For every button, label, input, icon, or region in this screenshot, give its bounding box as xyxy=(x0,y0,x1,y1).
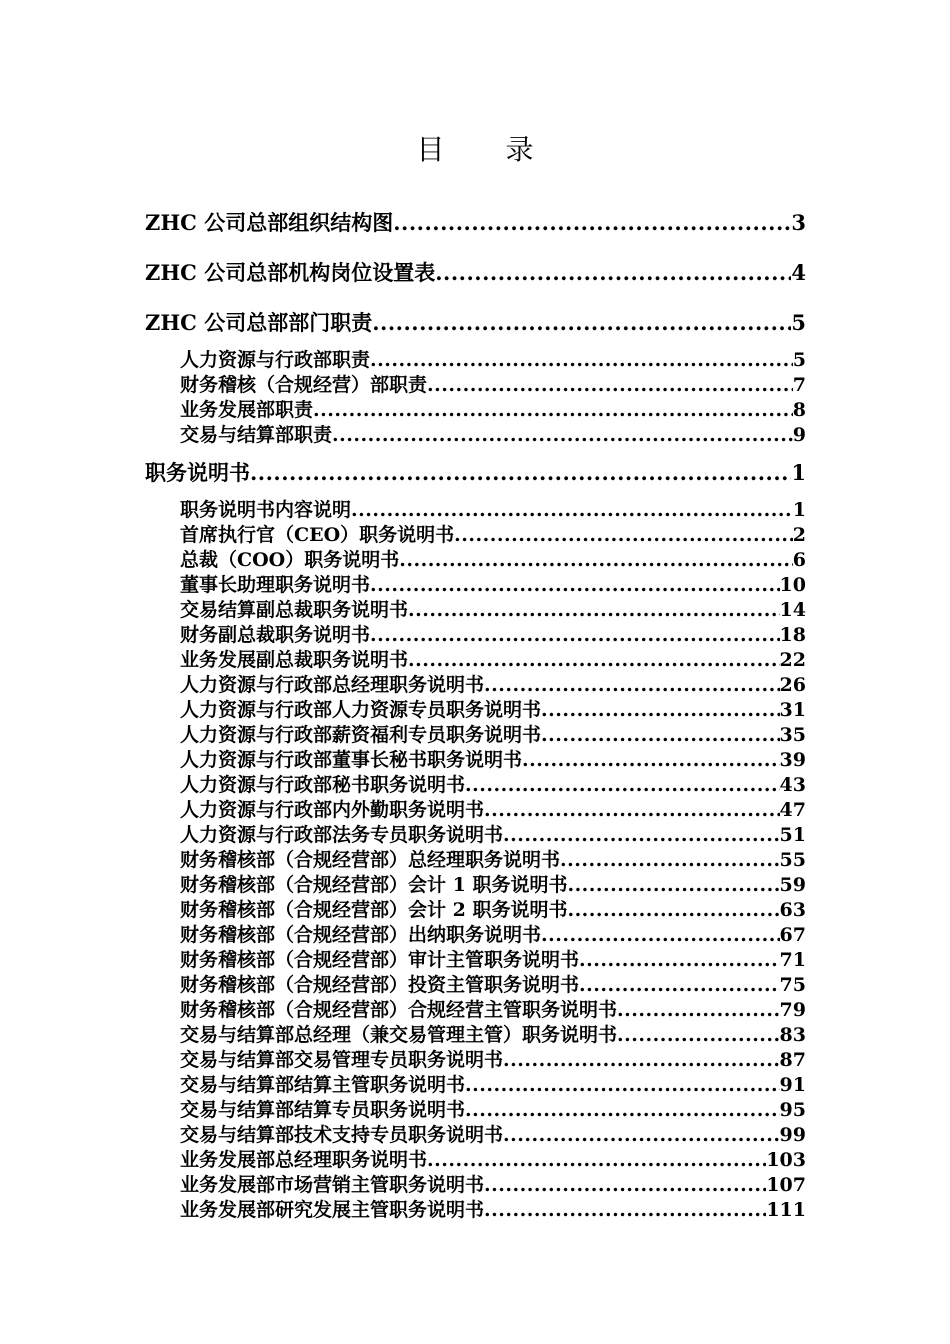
toc-leader xyxy=(454,523,793,548)
toc-leader xyxy=(560,848,780,873)
toc-entry[interactable] xyxy=(180,923,806,948)
toc-entry-text: 人力资源与行政部董事长秘书职务说明书 xyxy=(180,749,523,771)
toc-entry[interactable] xyxy=(180,898,806,923)
toc-entry[interactable] xyxy=(180,1173,806,1198)
toc-entry[interactable] xyxy=(180,523,806,548)
toc-entry-text: 董事长助理职务说明书 xyxy=(180,574,371,596)
toc-title: 目 录 xyxy=(416,133,560,166)
toc-leader xyxy=(250,458,791,488)
toc-page-number: 1 xyxy=(792,499,806,521)
toc-entry[interactable] xyxy=(180,648,806,673)
toc-page-number: 31 xyxy=(779,699,806,721)
toc-leader xyxy=(370,348,793,373)
toc-leader xyxy=(465,1073,780,1098)
toc-entry-text: 人力资源与行政部薪资福利专员职务说明书 xyxy=(180,724,542,746)
toc-entry[interactable] xyxy=(180,773,806,798)
toc-leader xyxy=(567,873,779,898)
toc-entry-text: 财务稽核（合规经营）部职责 xyxy=(180,374,428,396)
toc-leader xyxy=(484,1173,766,1198)
toc-leader xyxy=(503,1123,780,1148)
toc-entry[interactable] xyxy=(180,623,806,648)
toc-entry-text: ZHC 公司总部组织结构图 xyxy=(145,210,394,235)
toc-entry[interactable] xyxy=(180,1098,806,1123)
toc-page-number: 51 xyxy=(779,824,806,846)
toc-entry-text: 业务发展部市场营销主管职务说明书 xyxy=(180,1174,485,1196)
toc-leader xyxy=(522,748,780,773)
toc-page-number: 91 xyxy=(779,1074,806,1096)
toc-entry-text: 人力资源与行政部人力资源专员职务说明书 xyxy=(180,699,542,721)
toc-page-number: 22 xyxy=(779,649,806,671)
toc-entry[interactable] xyxy=(180,723,806,748)
toc-entry[interactable] xyxy=(180,973,806,998)
toc-entry[interactable] xyxy=(180,748,806,773)
toc-leader xyxy=(541,698,780,723)
toc-leader xyxy=(567,898,779,923)
toc-entry-text: 交易结算副总裁职务说明书 xyxy=(180,599,409,621)
toc-entry-text: 财务副总裁职务说明书 xyxy=(180,624,371,646)
toc-page-number: 79 xyxy=(779,999,806,1021)
toc-page-number: 99 xyxy=(779,1124,806,1146)
toc-page-number: 5 xyxy=(791,310,806,335)
toc-entry-text: 财务稽核部（合规经营部）投资主管职务说明书 xyxy=(180,974,580,996)
toc-entry-text: 交易与结算部总经理（兼交易管理主管）职务说明书 xyxy=(180,1024,618,1046)
toc-page-number: 3 xyxy=(791,210,806,235)
toc-entry-text: 首席执行官（CEO）职务说明书 xyxy=(180,524,455,546)
toc-entry[interactable] xyxy=(180,598,806,623)
toc-leader xyxy=(579,948,780,973)
toc-leader xyxy=(484,798,780,823)
toc-entry-text: 人力资源与行政部法务专员职务说明书 xyxy=(180,824,504,846)
toc-page-number: 9 xyxy=(792,424,806,446)
toc-page-number: 71 xyxy=(779,949,806,971)
toc-entry-text: 交易与结算部结算专员职务说明书 xyxy=(180,1099,466,1121)
toc-page-number: 18 xyxy=(779,624,806,646)
toc-entry-text: 交易与结算部技术支持专员职务说明书 xyxy=(180,1124,504,1146)
toc-page-number: 67 xyxy=(779,924,806,946)
toc-entry[interactable] xyxy=(180,698,806,723)
toc-entry-text: 业务发展部职责 xyxy=(180,399,314,421)
toc-leader xyxy=(313,398,793,423)
toc-entry-text: 人力资源与行政部秘书职务说明书 xyxy=(180,774,466,796)
toc-entry[interactable] xyxy=(180,873,806,898)
toc-entry-text: 职务说明书 xyxy=(145,460,250,485)
toc-leader xyxy=(435,258,791,288)
toc-page-number: 39 xyxy=(779,749,806,771)
toc-leader xyxy=(541,723,780,748)
toc-entry[interactable] xyxy=(180,798,806,823)
toc-entry[interactable] xyxy=(180,823,806,848)
toc-leader xyxy=(541,923,780,948)
toc-entry-text: 交易与结算部职责 xyxy=(180,424,333,446)
toc-leader xyxy=(617,998,780,1023)
toc-entry-text: ZHC 公司总部机构岗位设置表 xyxy=(145,260,436,285)
toc-page-number: 2 xyxy=(792,524,806,546)
toc-page-number: 55 xyxy=(779,849,806,871)
toc-entry[interactable] xyxy=(180,948,806,973)
toc-page-number: 59 xyxy=(779,874,806,896)
toc-entry[interactable] xyxy=(145,258,806,288)
toc-page-number: 10 xyxy=(779,574,806,596)
toc-page-number: 4 xyxy=(791,260,806,285)
toc-page-number: 35 xyxy=(779,724,806,746)
toc-entry-text: 交易与结算部结算主管职务说明书 xyxy=(180,1074,466,1096)
toc-leader xyxy=(408,648,780,673)
toc-entry[interactable] xyxy=(180,1073,806,1098)
toc-page-number: 14 xyxy=(779,599,806,621)
toc-page-number: 75 xyxy=(779,974,806,996)
toc-entry[interactable] xyxy=(180,398,806,423)
toc-leader xyxy=(484,1198,766,1223)
toc-leader xyxy=(399,548,793,573)
toc-entry-text: 财务稽核部（合规经营部）审计主管职务说明书 xyxy=(180,949,580,971)
toc-page-number: 43 xyxy=(779,774,806,796)
toc-leader xyxy=(370,573,780,598)
toc-page-number: 8 xyxy=(792,399,806,421)
toc-entry-text: 财务稽核部（合规经营部）会计 1 职务说明书 xyxy=(180,874,568,896)
toc-page-number: 7 xyxy=(792,374,806,396)
toc-entry-text: 业务发展部总经理职务说明书 xyxy=(180,1149,428,1171)
toc-entry-text: 交易与结算部交易管理专员职务说明书 xyxy=(180,1049,504,1071)
toc-entry-text: 财务稽核部（合规经营部）会计 2 职务说明书 xyxy=(180,899,568,921)
toc-leader xyxy=(427,373,793,398)
toc-entry-text: 业务发展部研究发展主管职务说明书 xyxy=(180,1199,485,1221)
toc-entry[interactable] xyxy=(145,208,806,238)
toc-page-number: 47 xyxy=(779,799,806,821)
toc-page-number: 6 xyxy=(792,549,806,571)
toc-entry-text: 人力资源与行政部职责 xyxy=(180,349,371,371)
toc-page-number: 95 xyxy=(779,1099,806,1121)
toc-page-number: 103 xyxy=(766,1149,806,1171)
toc-entry-text: 人力资源与行政部总经理职务说明书 xyxy=(180,674,485,696)
toc-entry-text: 人力资源与行政部内外勤职务说明书 xyxy=(180,799,485,821)
toc-entry-text: 职务说明书内容说明 xyxy=(180,499,352,521)
toc-entry[interactable] xyxy=(180,998,806,1023)
toc-leader xyxy=(372,308,791,338)
toc-entry[interactable] xyxy=(180,373,806,398)
toc-entry[interactable] xyxy=(180,498,806,523)
toc-entry[interactable] xyxy=(180,1123,806,1148)
toc-entry[interactable] xyxy=(180,348,806,373)
toc-entry-text: ZHC 公司总部部门职责 xyxy=(145,310,373,335)
toc-leader xyxy=(427,1148,766,1173)
toc-page-number: 87 xyxy=(779,1049,806,1071)
toc-leader xyxy=(579,973,780,998)
toc-entry[interactable] xyxy=(180,1048,806,1073)
toc-entry-text: 财务稽核部（合规经营部）总经理职务说明书 xyxy=(180,849,561,871)
toc-entry[interactable] xyxy=(180,1023,806,1048)
toc-leader xyxy=(484,673,780,698)
toc-leader xyxy=(370,623,780,648)
toc-entry[interactable] xyxy=(145,458,806,488)
toc-entry[interactable] xyxy=(145,308,806,338)
toc-leader xyxy=(393,208,791,238)
toc-entry[interactable] xyxy=(180,548,806,573)
toc-leader xyxy=(503,823,780,848)
toc-page-number: 1 xyxy=(791,460,806,485)
toc-page-number: 111 xyxy=(766,1199,806,1221)
toc-entry[interactable] xyxy=(180,1198,806,1223)
toc-page-number: 63 xyxy=(779,899,806,921)
toc-entry[interactable] xyxy=(180,848,806,873)
toc-leader xyxy=(351,498,793,523)
toc-entry-text: 业务发展副总裁职务说明书 xyxy=(180,649,409,671)
toc-page-number: 83 xyxy=(779,1024,806,1046)
toc-entry-text: 总裁（COO）职务说明书 xyxy=(180,549,400,571)
toc-leader xyxy=(465,1098,780,1123)
toc-leader xyxy=(617,1023,780,1048)
toc-leader xyxy=(465,773,780,798)
toc-leader xyxy=(408,598,780,623)
toc-page-number: 26 xyxy=(779,674,806,696)
toc-entry[interactable] xyxy=(180,573,806,598)
toc-leader xyxy=(332,423,793,448)
toc-entry[interactable] xyxy=(180,423,806,448)
toc-page-number: 5 xyxy=(792,349,806,371)
toc-entry[interactable] xyxy=(180,673,806,698)
toc-leader xyxy=(503,1048,780,1073)
toc-page-number: 107 xyxy=(766,1174,806,1196)
toc-entry-text: 财务稽核部（合规经营部）合规经营主管职务说明书 xyxy=(180,999,618,1021)
toc-entry-text: 财务稽核部（合规经营部）出纳职务说明书 xyxy=(180,924,542,946)
toc-entry[interactable] xyxy=(180,1148,806,1173)
